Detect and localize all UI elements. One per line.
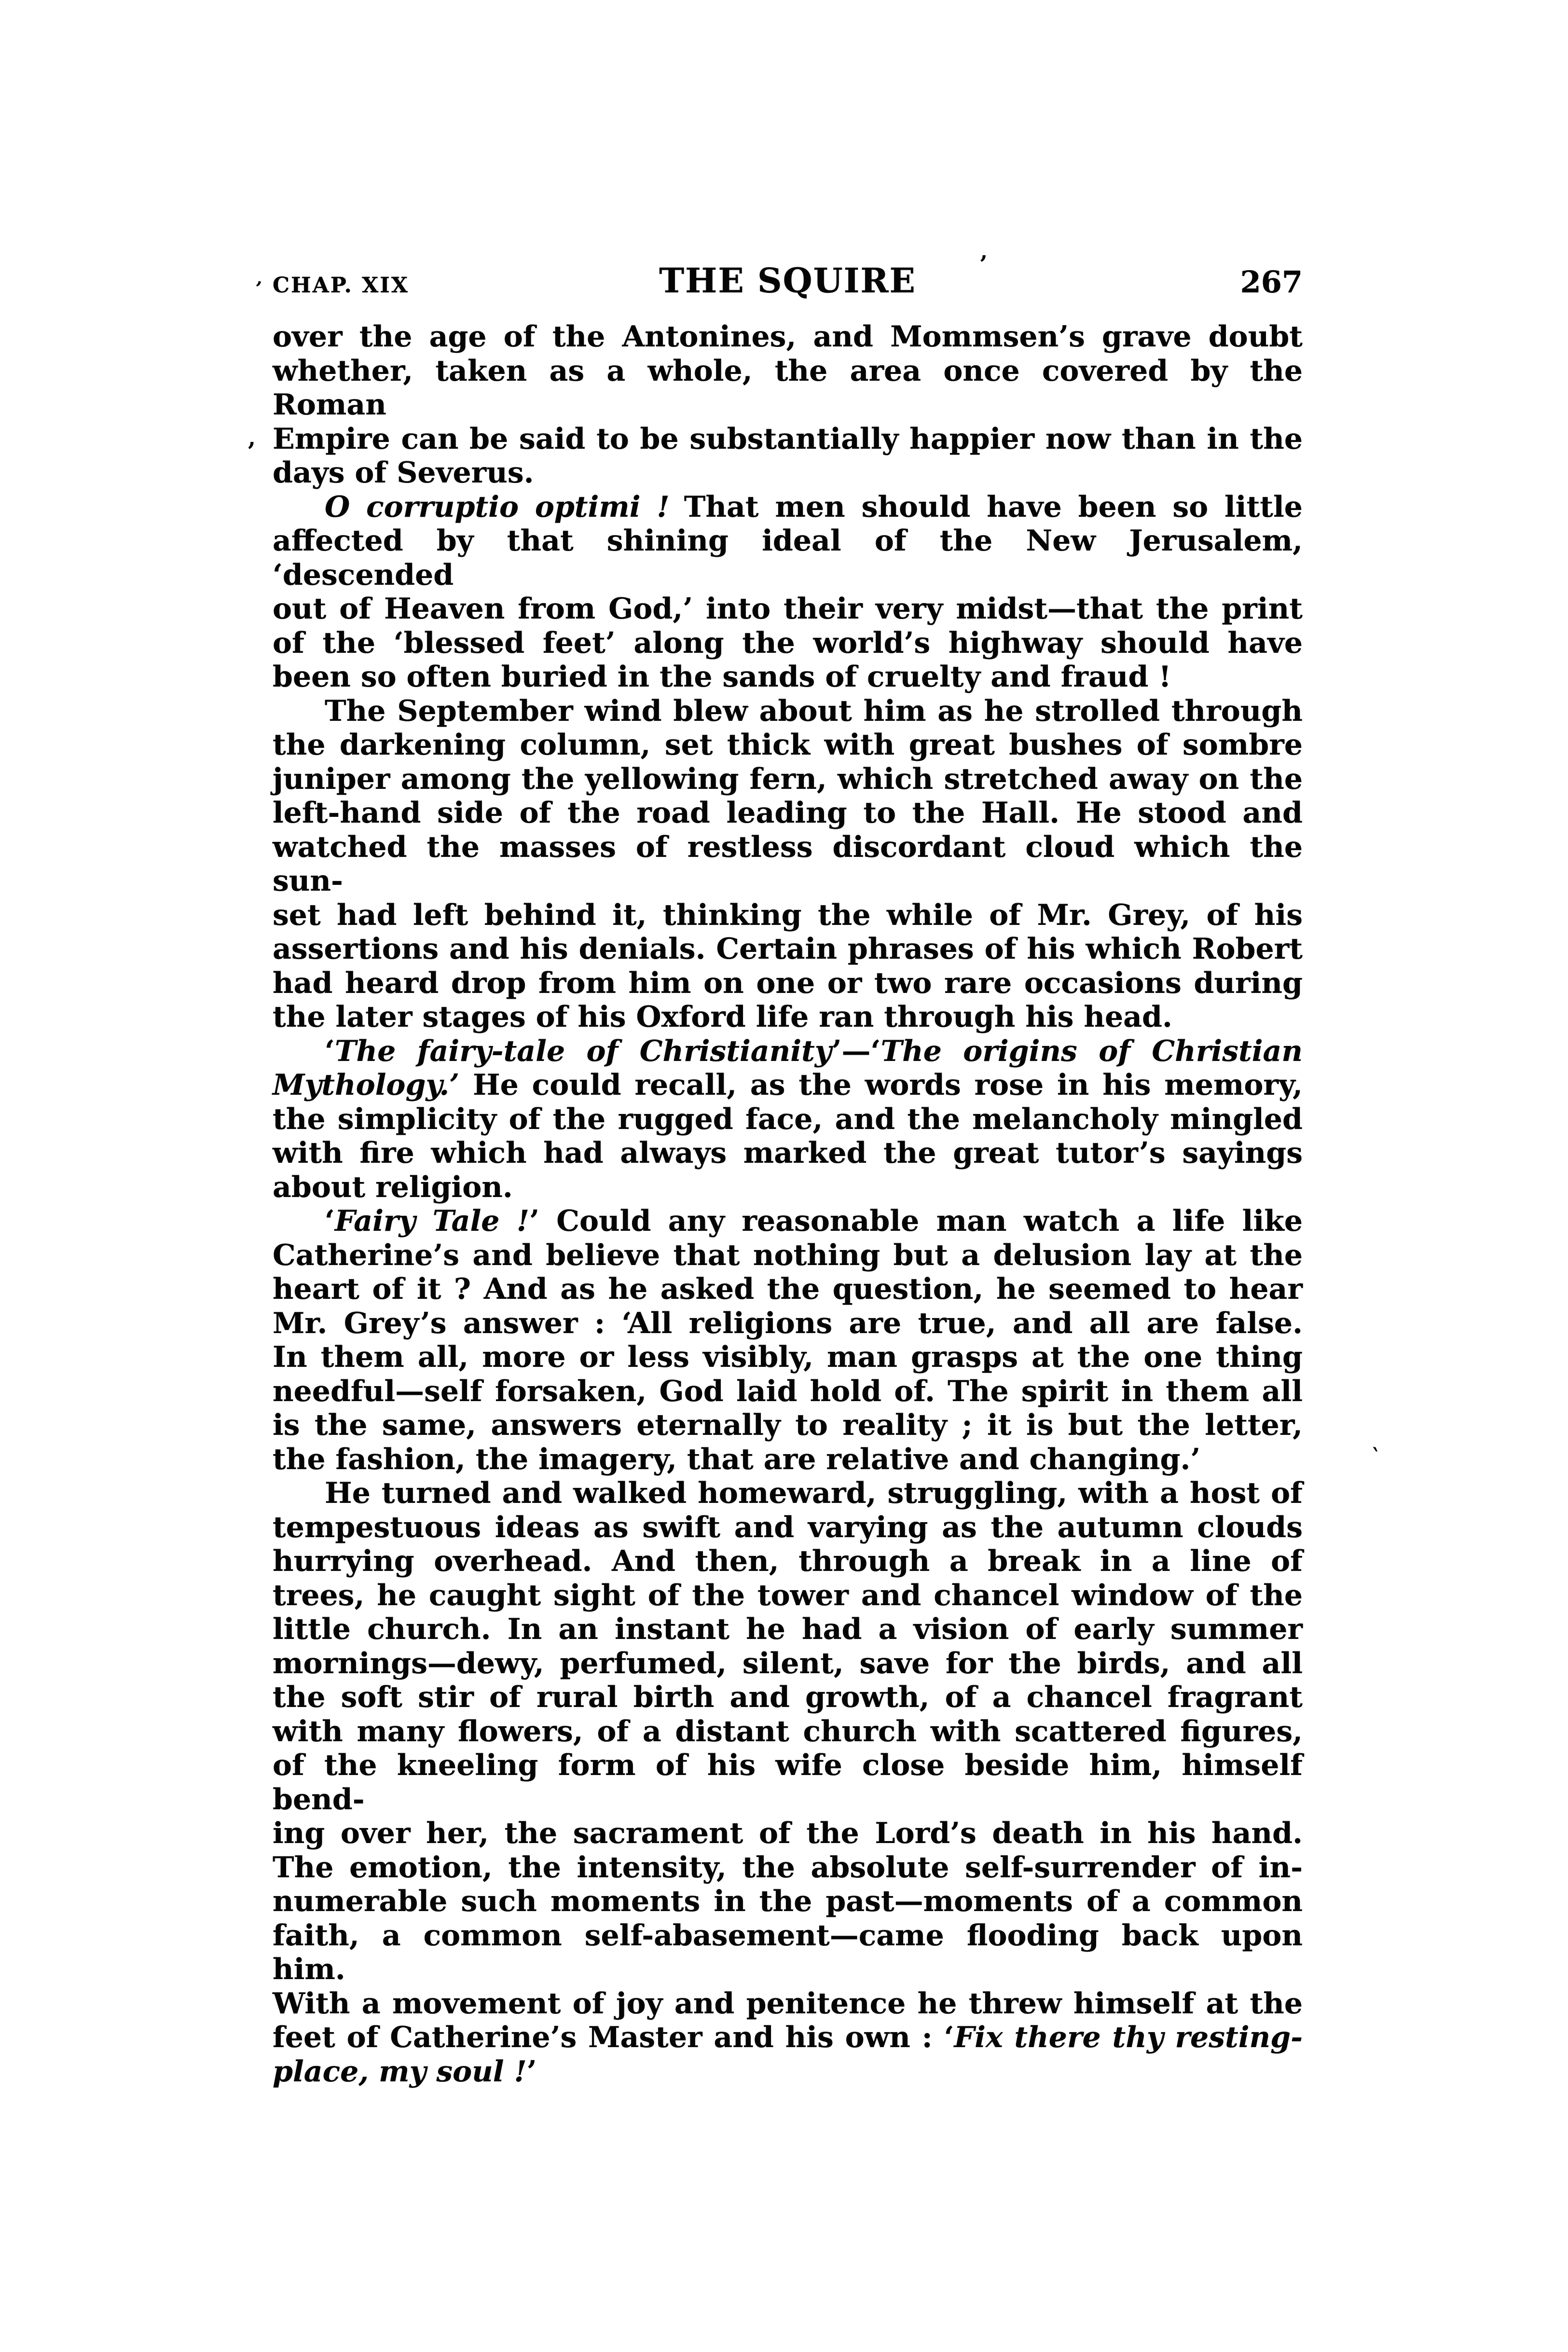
text-segment: with many flowers, of a distant church with scattered figures, [273, 1714, 1303, 1748]
text-segment: ’ [526, 2054, 537, 2089]
text-line [273, 660, 1303, 694]
text-segment: ‘ [325, 1034, 335, 1068]
paragraph-3 [273, 694, 1303, 1034]
text-line [273, 1884, 1303, 1919]
text-line [273, 1340, 1303, 1375]
text-segment: tempestuous ideas as swift and varying as the autumn clouds [273, 1510, 1303, 1544]
text-segment: Empire can be said to be substantially happier now than in the [273, 422, 1303, 456]
text-segment: affected by that shining ideal of the New Jerusalem, ‘descended [273, 524, 1303, 592]
text-line [273, 1851, 1303, 1885]
text-line [273, 456, 1303, 490]
text-line [273, 524, 1303, 592]
text-line [273, 1748, 1303, 1816]
text-segment: the simplicity of the rugged face, and the melancholy mingled [273, 1102, 1303, 1136]
chapter-label: CHAP. XIX [273, 273, 410, 298]
text-segment: needful—self forsaken, God laid hold of. The spirit in them all [273, 1374, 1303, 1408]
text-segment: ’—‘ [831, 1034, 881, 1068]
text-line [273, 1272, 1303, 1307]
text-segment: juniper among the yellowing fern, which stretched away on the [273, 762, 1303, 796]
header-block [273, 261, 1303, 301]
text-segment: the soft stir of rural birth and growth, of a chancel fragrant [273, 1680, 1303, 1714]
text-segment: ‘ [325, 1204, 335, 1238]
text-line [273, 1680, 1303, 1715]
text-line [273, 1579, 1303, 1613]
text-line [273, 898, 1303, 933]
text-segment: Catherine’s and believe that nothing but a delusion lay at the [273, 1238, 1303, 1272]
text-segment: is the same, answers eternally to reality ; it is but the letter, [273, 1408, 1303, 1442]
text-line [273, 1544, 1303, 1579]
text-segment: He turned and walked homeward, struggling, with a host of [325, 1476, 1303, 1510]
text-segment: little church. In an instant he had a vision of early summer [273, 1612, 1303, 1646]
stray-right-margin-mark: ` [1366, 1444, 1383, 1471]
text-line [273, 932, 1303, 966]
text-line [273, 1408, 1303, 1443]
text-segment: hurrying overhead. And then, through a break in a line of [273, 1544, 1303, 1578]
paragraph-2 [273, 490, 1303, 694]
text-segment: With a movement of joy and penitence he threw himself at the [273, 1986, 1303, 2021]
text-segment: about religion. [273, 1170, 513, 1204]
text-line [273, 1102, 1303, 1137]
text-line [273, 1000, 1303, 1034]
text-line [273, 354, 1303, 422]
text-line [273, 966, 1303, 1001]
paragraph-4 [273, 1034, 1303, 1205]
text-segment: heart of it ? And as he asked the question, he seemed to hear [273, 1272, 1303, 1306]
text-segment: trees, he caught sight of the tower and chancel window of the [273, 1578, 1303, 1612]
text-line [273, 796, 1303, 830]
text-line [273, 626, 1303, 660]
text-line [273, 320, 1303, 354]
text-line [273, 592, 1303, 626]
text-line [273, 1443, 1303, 1477]
page-header [273, 261, 1303, 301]
stray-apostrophe-mark: ’ [979, 251, 988, 278]
running-title: THE SQUIRE [659, 261, 916, 301]
text-segment: set had left behind it, thinking the while of Mr. Grey, of his [273, 898, 1303, 932]
text-line [273, 762, 1303, 797]
text-line [273, 1647, 1303, 1681]
text-line [273, 1715, 1303, 1749]
italic-text-segment: O corruptio optimi ! [325, 490, 670, 524]
text-line [273, 1511, 1303, 1545]
italic-text-segment: Fix there thy resting- [954, 2021, 1303, 2054]
italic-text-segment: place, my soul ! [273, 2054, 527, 2089]
text-segment: the darkening column, set thick with great bushes of sombre [273, 728, 1303, 762]
text-segment: had heard drop from him on one or two rare occasions during [273, 966, 1303, 1000]
text-line [273, 1612, 1303, 1647]
text-line [273, 830, 1303, 898]
text-segment: out of Heaven from God,’ into their very midst—that the print [273, 592, 1303, 626]
text-segment: left-hand side of the road leading to the Hall. He stood and [273, 796, 1303, 830]
text-segment: numerable such moments in the past—moments of a common [273, 1884, 1303, 1918]
text-segment: been so often buried in the sands of cruelty and fraud ! [273, 660, 1171, 694]
italic-text-segment: The origins of Christian [880, 1034, 1303, 1068]
text-segment: Mr. Grey’s answer : ‘All religions are true, and all are false. [273, 1306, 1303, 1340]
stray-margin-comma-mark: , [248, 425, 256, 451]
text-segment: watched the masses of restless discordant cloud which the sun- [273, 830, 1303, 898]
text-segment: of the kneeling form of his wife close beside him, himself bend- [273, 1748, 1303, 1816]
text-line [273, 2021, 1303, 2055]
text-line [273, 1170, 1303, 1205]
text-segment: the fashion, the imagery, that are relative and changing.’ [273, 1442, 1201, 1476]
text-line [273, 490, 1303, 524]
text-line [273, 1816, 1303, 1851]
text-line [273, 1476, 1303, 1511]
text-line [273, 728, 1303, 762]
text-segment: In them all, more or less visibly, man grasps at the one thing [273, 1340, 1303, 1374]
text-line [273, 2055, 1303, 2089]
text-line [273, 1987, 1303, 2021]
text-segment: days of Severus. [273, 456, 534, 490]
text-segment: of the ‘blessed feet’ along the world’s highway should have [273, 626, 1303, 660]
text-segment: with fire which had always marked the great tutor’s sayings [273, 1136, 1303, 1170]
text-line [273, 1375, 1303, 1409]
text-segment: ’ Could any reasonable man watch a life like [529, 1204, 1303, 1238]
italic-text-segment: Fairy Tale ! [334, 1204, 530, 1238]
text-segment: The emotion, the intensity, the absolute self-surrender of in- [273, 1850, 1303, 1884]
text-segment: ing over her, the sacrament of the Lord’s death in his hand. [273, 1816, 1303, 1850]
text-line [273, 1307, 1303, 1341]
page-number: 267 [1240, 264, 1303, 300]
paragraph-6 [273, 1476, 1303, 2089]
paragraph-5 [273, 1204, 1303, 1476]
text-segment: That men should have been so little [669, 490, 1303, 524]
text-segment: the later stages of his Oxford life ran through his head. [273, 1000, 1172, 1034]
text-segment: over the age of the Antonines, and Mommsen’s grave doubt [273, 320, 1303, 354]
paragraph-1 [273, 320, 1303, 490]
text-line [273, 422, 1303, 456]
header-left [273, 273, 659, 298]
text-segment: whether, taken as a whole, the area once covered by the Roman [273, 354, 1303, 422]
text-segment: assertions and his denials. Certain phrases of his which Robert [273, 932, 1303, 966]
text-segment: faith, a common self-abasement—came flooding back upon him. [273, 1918, 1303, 1986]
italic-text-segment: The fairy-tale of Christianity [334, 1034, 832, 1068]
text-line [273, 1238, 1303, 1273]
italic-text-segment: Mythology.’ [273, 1068, 460, 1102]
body-text [273, 320, 1303, 2089]
header-center [659, 261, 916, 301]
text-line [273, 694, 1303, 729]
text-segment: He could recall, as the words rose in his memory, [459, 1068, 1303, 1102]
text-segment: mornings—dewy, perfumed, silent, save for the birds, and all [273, 1646, 1303, 1680]
text-segment: feet of Catherine’s Master and his own : ‘ [273, 2021, 954, 2054]
text-line [273, 1204, 1303, 1238]
text-line [273, 1919, 1303, 1987]
text-line [273, 1068, 1303, 1102]
text-line [273, 1136, 1303, 1170]
header-right [916, 264, 1303, 300]
stray-ink-tick-mark: ’ [253, 277, 263, 301]
text-line [273, 1034, 1303, 1069]
text-segment: The September wind blew about him as he strolled through [325, 694, 1303, 728]
